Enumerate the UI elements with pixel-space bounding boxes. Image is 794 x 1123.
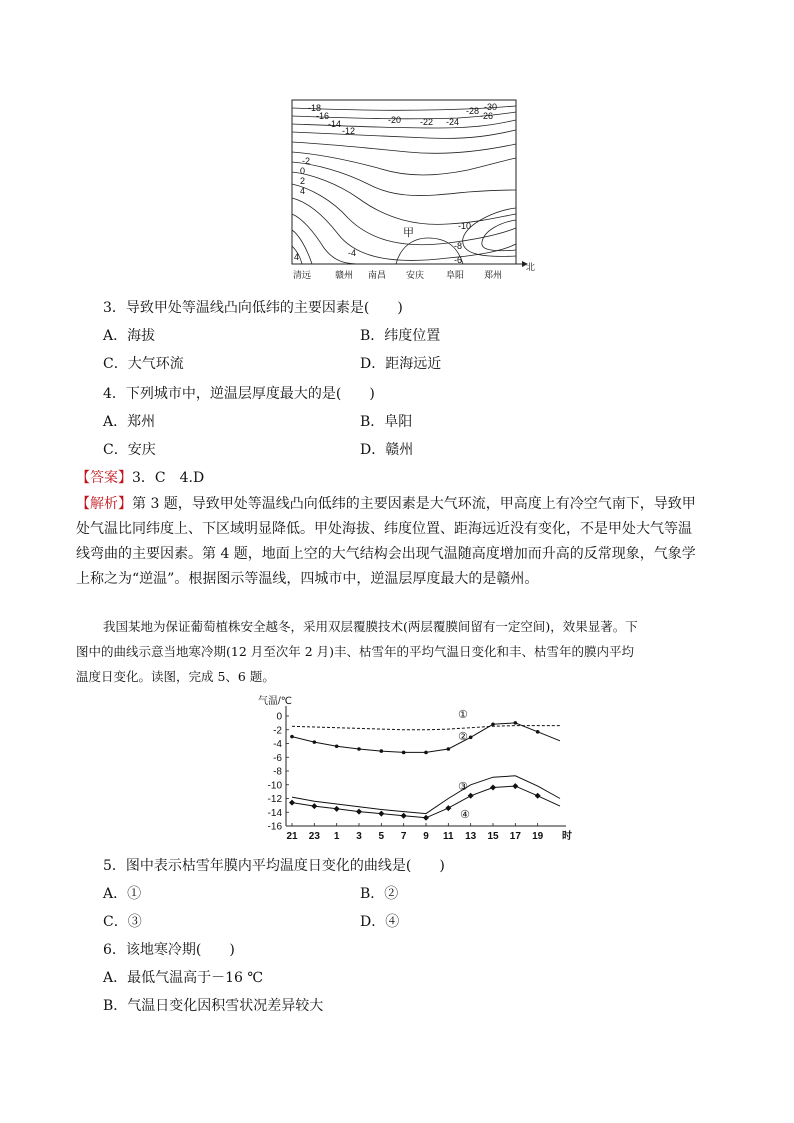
series-label: ② (458, 731, 468, 743)
answer-tag: 【答案】 (76, 470, 132, 486)
contour-label: -24 (446, 117, 460, 127)
x-tick-label: 7 (400, 831, 407, 842)
analysis-tag: 【解析】 (76, 496, 132, 512)
contour-label: -26 (480, 111, 494, 121)
data-point (424, 751, 428, 755)
data-point (468, 793, 474, 799)
q3-option-b: B．纬度位置 (360, 328, 441, 344)
data-point (311, 803, 317, 809)
x-tick-label: 11 (443, 831, 454, 842)
y-tick-label: -6 (273, 752, 282, 764)
analysis-line: 上称之为“逆温”。根据图示等温线，四城市中，逆温层厚度最大的是赣州。 (76, 571, 539, 587)
q4-option-b: B．阜阳 (360, 414, 413, 430)
x-label: 赣州 (335, 270, 354, 280)
data-point (378, 811, 384, 817)
x-axis-label: 时 (562, 831, 572, 842)
q4-option-d: D．赣州 (360, 442, 414, 458)
q3-option-c: C．大气环流 (103, 356, 184, 372)
contour-label: 4 (300, 186, 306, 196)
q5-option-b: B．② (360, 886, 399, 902)
data-point (490, 785, 496, 791)
contour-label: -4 (348, 248, 357, 258)
answer (76, 468, 204, 488)
data-point (402, 751, 406, 755)
data-point (334, 806, 340, 812)
contour-label: -16 (316, 111, 330, 121)
isotherm-figure (288, 98, 540, 286)
contour-label: -20 (388, 115, 402, 125)
q5-option-d: D．④ (360, 914, 400, 930)
question-3-stem: 3．导致甲处等温线凸向低纬的主要因素是( ) (103, 300, 403, 316)
temperature-chart (250, 694, 580, 846)
data-point (313, 740, 317, 744)
data-point (491, 722, 495, 726)
series-label: ③ (458, 781, 468, 793)
x-label: 清远 (293, 270, 312, 280)
y-tick-label: -8 (273, 766, 282, 778)
y-axis-label: 气温/℃ (258, 696, 293, 707)
y-tick-label: -10 (267, 780, 282, 792)
x-tick-label: 21 (286, 831, 298, 842)
contour-label: 2 (300, 176, 306, 186)
answer-text: 3．C 4.D (132, 470, 205, 486)
x-tick-label: 5 (378, 831, 385, 842)
q3-option-a: A．海拔 (103, 328, 156, 344)
contour-label: -12 (342, 126, 356, 136)
data-point (289, 800, 295, 806)
x-tick-label: 15 (487, 831, 499, 842)
x-label: 南昌 (368, 270, 387, 280)
data-point (401, 813, 407, 819)
intro-line: 我国某地为保证葡萄植株安全越冬，采用双层覆膜技术(两层覆膜间留有一定空间)，效果显著。下 (103, 619, 638, 634)
question-5-stem: 5．图中表示枯雪年膜内平均温度日变化的曲线是( ) (103, 858, 445, 874)
x-tick-label: 13 (465, 831, 477, 842)
data-point (535, 793, 541, 799)
q3-option-d: D．距海远近 (360, 356, 442, 372)
data-point (512, 783, 518, 789)
data-point (536, 730, 540, 734)
data-point (335, 744, 339, 748)
question-4-stem: 4．下列城市中，逆温层厚度最大的是( ) (103, 386, 375, 402)
data-point (357, 747, 361, 751)
contour-label: -30 (484, 102, 498, 112)
q6-option-b: B．气温日变化因积雪状况差异较大 (103, 998, 324, 1014)
contour-label: -28 (466, 106, 480, 116)
x-tick-label: 19 (532, 831, 544, 842)
contour-label: -14 (328, 119, 342, 129)
contour-label: -22 (420, 117, 434, 127)
analysis-line: 第 3 题，导致甲处等温线凸向低纬的主要因素是大气环流，甲高度上有冷空气南下，导致甲 (132, 496, 696, 512)
analysis (76, 492, 724, 592)
intro-paragraph (76, 614, 724, 689)
contour-label: -2 (302, 156, 311, 166)
x-tick-label: 17 (509, 831, 521, 842)
x-tick-label: 9 (423, 831, 429, 842)
series-line (292, 726, 560, 730)
data-point (423, 815, 429, 821)
data-point (469, 736, 473, 740)
analysis-line: 线弯曲的主要因素。第 4 题，地面上空的大气结构会出现气温随高度增加而升高的反常现象，气象学 (76, 546, 696, 562)
data-point (290, 735, 294, 739)
q6-option-a: A．最低气温高于－16 ℃ (103, 970, 264, 986)
analysis-line: 处气温比同纬度上、下区域明显降低。甲处海拔、纬度位置、距海远近没有变化，不是甲处大气等温 (76, 521, 692, 537)
intro-line: 温度日变化。读图，完成 5、6 题。 (76, 669, 275, 684)
y-tick-label: -14 (267, 807, 282, 819)
data-point (380, 749, 384, 753)
contour-label: 4 (294, 252, 300, 262)
data-point (356, 809, 362, 815)
y-tick-label: 0 (276, 711, 282, 723)
y-tick-label: -2 (273, 725, 282, 737)
question-6-stem: 6．该地寒冷期( ) (103, 942, 235, 958)
data-point (445, 805, 451, 811)
x-label: 阜阳 (446, 270, 465, 280)
q5-option-c: C．③ (103, 914, 142, 930)
axis-label: 北 (526, 262, 536, 272)
point-label: 甲 (403, 227, 414, 239)
contour-label: -6 (454, 255, 463, 265)
data-point (514, 721, 518, 725)
y-tick-label: -4 (273, 739, 282, 750)
x-label: 安庆 (406, 270, 425, 280)
x-tick-label: 23 (308, 831, 320, 842)
contour-label: -10 (458, 221, 472, 231)
q5-option-a: A．① (103, 886, 142, 902)
series-label: ④ (460, 809, 470, 821)
intro-line: 图中的曲线示意当地寒冷期(12 月至次年 2 月)丰、枯雪年的平均气温日变化和丰、枯雪年的膜内平均 (76, 644, 635, 659)
series-label: ① (458, 709, 468, 721)
q4-option-c: C．安庆 (103, 442, 156, 458)
x-tick-label: 1 (333, 831, 340, 842)
y-tick-label: -16 (267, 821, 282, 833)
data-point (447, 747, 451, 751)
contour-label: 0 (300, 166, 306, 176)
contour-label: -8 (454, 241, 463, 251)
x-label: 郑州 (484, 270, 503, 280)
q4-option-a: A．郑州 (103, 414, 156, 430)
y-tick-label: -12 (267, 794, 282, 805)
contour-label: -18 (308, 103, 322, 113)
x-tick-label: 3 (356, 831, 362, 842)
